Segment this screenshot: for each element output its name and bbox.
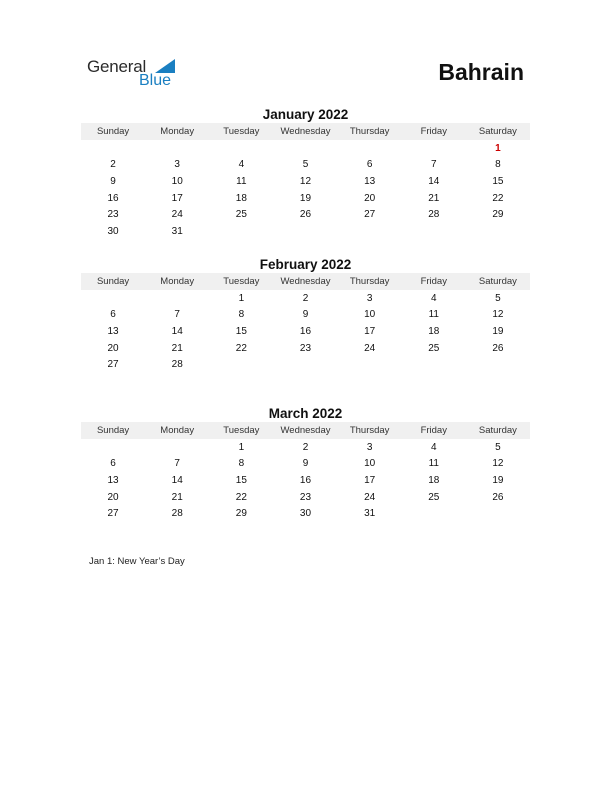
day-cell: 4 xyxy=(238,159,245,171)
weekday-label: Friday xyxy=(420,425,447,436)
weekday-label: Friday xyxy=(420,276,447,287)
day-cell: 3 xyxy=(366,292,373,304)
day-cell: 6 xyxy=(110,458,116,470)
day-cell: 15 xyxy=(235,325,247,337)
day-cell: 31 xyxy=(171,225,183,237)
day-cell: 24 xyxy=(364,342,376,354)
day-cell: 8 xyxy=(238,309,245,321)
month-title: February 2022 xyxy=(259,257,352,272)
day-cell: 13 xyxy=(107,474,119,486)
week-row xyxy=(81,157,530,174)
day-cell: 16 xyxy=(299,474,312,486)
day-cell: 11 xyxy=(428,309,439,321)
day-cell: 1 xyxy=(238,292,245,304)
week-row xyxy=(81,340,530,357)
weekday-label: Thursday xyxy=(349,276,390,287)
logo-blue-text: Blue xyxy=(139,72,172,89)
day-cell: 9 xyxy=(110,175,116,187)
week-row xyxy=(81,173,530,190)
day-cell: 25 xyxy=(235,209,247,221)
week-row xyxy=(81,290,530,307)
day-cell: 23 xyxy=(107,209,119,221)
day-cell: 20 xyxy=(107,491,119,503)
weekday-label: Tuesday xyxy=(223,425,260,436)
week-row xyxy=(81,323,530,340)
holiday-note: Jan 1: New Year’s Day xyxy=(89,556,185,567)
day-cell: 14 xyxy=(171,474,183,486)
weekday-label: Thursday xyxy=(349,425,390,436)
weekday-label: Tuesday xyxy=(223,276,260,287)
weekday-label: Saturday xyxy=(478,276,517,287)
logo-general-text: General xyxy=(87,57,147,76)
day-cell: 16 xyxy=(299,325,312,337)
week-row xyxy=(81,307,530,324)
day-cell: 4 xyxy=(430,441,437,453)
weekday-label: Saturday xyxy=(478,425,517,436)
day-cell: 2 xyxy=(302,292,309,304)
day-cell: 22 xyxy=(235,342,247,354)
month-march xyxy=(81,405,530,522)
day-cell: 21 xyxy=(171,342,183,354)
day-cell: 15 xyxy=(492,175,504,187)
day-cell: 24 xyxy=(171,209,183,221)
weekday-label: Tuesday xyxy=(223,126,260,137)
day-cell: 7 xyxy=(174,309,180,321)
weekday-label: Saturday xyxy=(478,126,517,137)
day-cell: 12 xyxy=(492,458,504,470)
day-cell: 2 xyxy=(110,159,116,171)
day-cell: 1 xyxy=(238,441,245,453)
weekday-header xyxy=(81,273,530,290)
week-row xyxy=(81,472,530,489)
day-cell: 14 xyxy=(428,175,440,187)
day-cell: 18 xyxy=(428,325,440,337)
weekday-label: Sunday xyxy=(96,126,130,137)
week-row xyxy=(81,356,530,373)
day-cell: 12 xyxy=(299,175,312,187)
day-cell: 27 xyxy=(364,209,376,221)
day-cell: 10 xyxy=(364,458,376,470)
month-title: January 2022 xyxy=(262,107,349,122)
day-cell: 26 xyxy=(492,342,504,354)
weekday-label: Wednesday xyxy=(280,126,331,137)
day-cell: 1 xyxy=(495,142,501,154)
day-cell: 17 xyxy=(364,474,376,486)
day-cell: 27 xyxy=(107,508,119,520)
day-cell: 5 xyxy=(302,159,309,171)
weekday-label: Sunday xyxy=(96,425,130,436)
week-row xyxy=(81,489,530,506)
day-cell: 13 xyxy=(107,325,119,337)
month-february xyxy=(81,256,530,373)
day-cell: 23 xyxy=(299,491,312,503)
week-row xyxy=(81,505,530,522)
day-cell: 2 xyxy=(302,441,309,453)
day-cell: 10 xyxy=(171,175,183,187)
week-row xyxy=(81,456,530,473)
day-cell: 27 xyxy=(107,359,119,371)
weekday-label: Wednesday xyxy=(280,276,331,287)
logo-triangle-icon xyxy=(155,59,175,73)
weekday-label: Thursday xyxy=(349,126,390,137)
week-row xyxy=(81,140,530,157)
week-row xyxy=(81,190,530,207)
day-cell: 28 xyxy=(171,359,183,371)
weekday-header xyxy=(81,422,530,439)
day-cell: 14 xyxy=(171,325,183,337)
day-cell: 6 xyxy=(366,159,373,171)
day-cell: 18 xyxy=(428,474,440,486)
weekday-header xyxy=(81,123,530,140)
day-cell: 22 xyxy=(235,491,247,503)
day-cell: 26 xyxy=(299,209,312,221)
day-cell: 8 xyxy=(495,159,501,171)
weekday-label: Friday xyxy=(420,126,447,137)
country-title: Bahrain xyxy=(438,59,524,85)
day-cell: 19 xyxy=(492,325,504,337)
day-cell: 28 xyxy=(428,209,440,221)
day-cell: 15 xyxy=(235,474,247,486)
day-cell: 24 xyxy=(364,491,376,503)
day-cell: 30 xyxy=(107,225,119,237)
day-cell: 29 xyxy=(492,209,504,221)
month-title: March 2022 xyxy=(268,406,343,421)
day-cell: 10 xyxy=(364,309,376,321)
day-cell: 7 xyxy=(430,159,437,171)
day-cell: 17 xyxy=(171,192,183,204)
day-cell: 16 xyxy=(107,192,119,204)
day-cell: 21 xyxy=(171,491,183,503)
weekday-label: Monday xyxy=(160,126,195,137)
day-cell: 21 xyxy=(428,192,440,204)
day-cell: 17 xyxy=(364,325,376,337)
day-cell: 7 xyxy=(174,458,180,470)
day-cell: 11 xyxy=(236,175,247,187)
day-cell: 28 xyxy=(171,508,183,520)
day-cell: 4 xyxy=(430,292,437,304)
day-cell: 26 xyxy=(492,491,504,503)
day-cell: 3 xyxy=(174,159,180,171)
day-cell: 5 xyxy=(495,441,501,453)
day-cell: 22 xyxy=(492,192,504,204)
day-cell: 12 xyxy=(492,309,504,321)
day-cell: 3 xyxy=(366,441,373,453)
weekday-label: Monday xyxy=(160,276,195,287)
day-cell: 30 xyxy=(299,508,312,520)
day-cell: 25 xyxy=(428,342,440,354)
day-cell: 11 xyxy=(428,458,439,470)
week-row xyxy=(81,223,530,240)
week-row xyxy=(81,206,530,223)
day-cell: 18 xyxy=(235,192,247,204)
day-cell: 13 xyxy=(364,175,376,187)
weekday-label: Wednesday xyxy=(280,425,331,436)
day-cell: 20 xyxy=(364,192,376,204)
day-cell: 29 xyxy=(235,508,247,520)
day-cell: 19 xyxy=(492,474,504,486)
day-cell: 25 xyxy=(428,491,440,503)
month-january xyxy=(81,106,530,240)
logo xyxy=(87,57,187,91)
day-cell: 5 xyxy=(495,292,501,304)
day-cell: 9 xyxy=(302,458,309,470)
day-cell: 20 xyxy=(107,342,119,354)
day-cell: 9 xyxy=(302,309,309,321)
day-cell: 19 xyxy=(299,192,312,204)
day-cell: 6 xyxy=(110,309,116,321)
weekday-label: Monday xyxy=(160,425,195,436)
week-row xyxy=(81,439,530,456)
weekday-label: Sunday xyxy=(96,276,130,287)
day-cell: 23 xyxy=(299,342,312,354)
day-cell: 8 xyxy=(238,458,245,470)
day-cell: 31 xyxy=(364,508,376,520)
